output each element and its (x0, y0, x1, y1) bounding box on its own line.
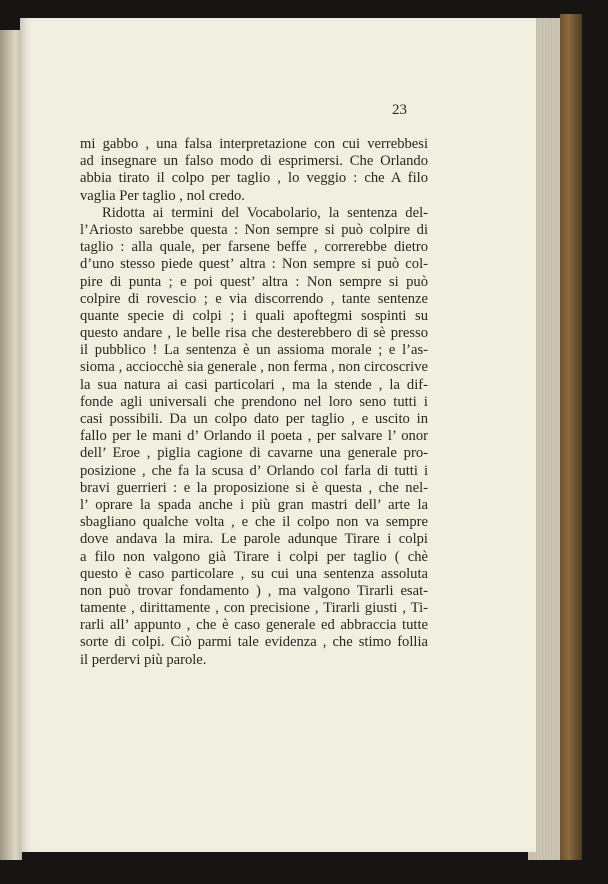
text-line: quante specie di colpi ; i quali apoftegmi sospinti su (80, 307, 428, 324)
text-line: la sua natura ai casi particolari , ma la stende , la dif- (80, 376, 428, 393)
text-line: ad insegnare un falso modo di esprimersi. Che Orlando (80, 153, 428, 170)
text-line: questo è caso particolare , su cui una sentenza assoluta (80, 565, 428, 582)
text-line: fonde agli universali che prendono nel loro seno tutti i (80, 393, 428, 410)
body-text (80, 136, 428, 669)
text-line: l’Ariosto sarebbe questa : Non sempre si può colpire di (80, 221, 428, 238)
text-line: dove andava la mira. Le parole adunque Tirare i colpi (80, 531, 428, 548)
text-line: bravi guerrieri : e la proposizione si è questa , che nel- (80, 479, 428, 496)
text-line: mi gabbo , una falsa interpretazione con cui verrebbesi (80, 136, 428, 152)
text-line: dell’ Eroe , piglia cagione di cavarne una generale pro- (80, 445, 428, 462)
text-line: Ridotta ai termini del Vocabolario, la sentenza del- (102, 204, 428, 221)
text-line: casi possibili. Da un colpo dato per taglio , e uscito in (80, 411, 428, 427)
text-line: sorte di colpi. Ciò parmi tale evidenza , che stimo follia (80, 634, 428, 651)
text-line: pire di punta ; e poi quest’ altra : Non sempre si può (80, 273, 428, 290)
text-line: posizione , che fa la scusa d’ Orlando col farla di tutti i (80, 462, 428, 479)
text-line: il perdervi più parole. (80, 651, 207, 668)
left-page-edge (0, 30, 22, 860)
text-line: d’uno stesso piede quest’ altra : Non sempre si può col- (80, 256, 428, 273)
text-line: colpire di rovescio ; e via discorrendo , tante sentenze (80, 290, 428, 307)
text-line: rarli all’ appunto , che è caso generale ed abbraccia tutte (80, 617, 428, 634)
text-line: vaglia Per taglio , nol credo. (80, 187, 245, 204)
text-line: taglio : alla quale, per farsene beffe , correrebbe dietro (80, 239, 428, 256)
text-line: abbia tirato il colpo per taglio , lo veggio : che A filo (80, 170, 428, 187)
page-number: 23 (392, 102, 407, 118)
text-line: sbagliano qualche volta , e che il colpo non va sempre (80, 514, 428, 531)
book-page (20, 18, 536, 852)
text-line: il pubblico ! La sentenza è un assioma morale ; e l’as- (80, 342, 428, 359)
text-line: fallo per le mani d’ Orlando il poeta , per salvare l’ onor (80, 428, 428, 445)
text-line: tamente , dirittamente , con precisione , Tirarli giusti , Ti- (80, 600, 428, 617)
book-cover-edge (560, 14, 582, 860)
text-line: non può trovar fondamento ) , ma valgono Tirarli esat- (80, 582, 428, 599)
text-line: questo andare , le belle risa che desterebbero di sè presso (80, 325, 428, 342)
text-line: a filo non valgono già Tirare i colpi per taglio ( chè (80, 548, 428, 565)
text-line: sioma , acciocchè sia generale , non ferma , non circoscrive (80, 359, 428, 376)
text-line: l’ oprare la spada anche i più gran mastri dell’ arte la (80, 496, 428, 513)
